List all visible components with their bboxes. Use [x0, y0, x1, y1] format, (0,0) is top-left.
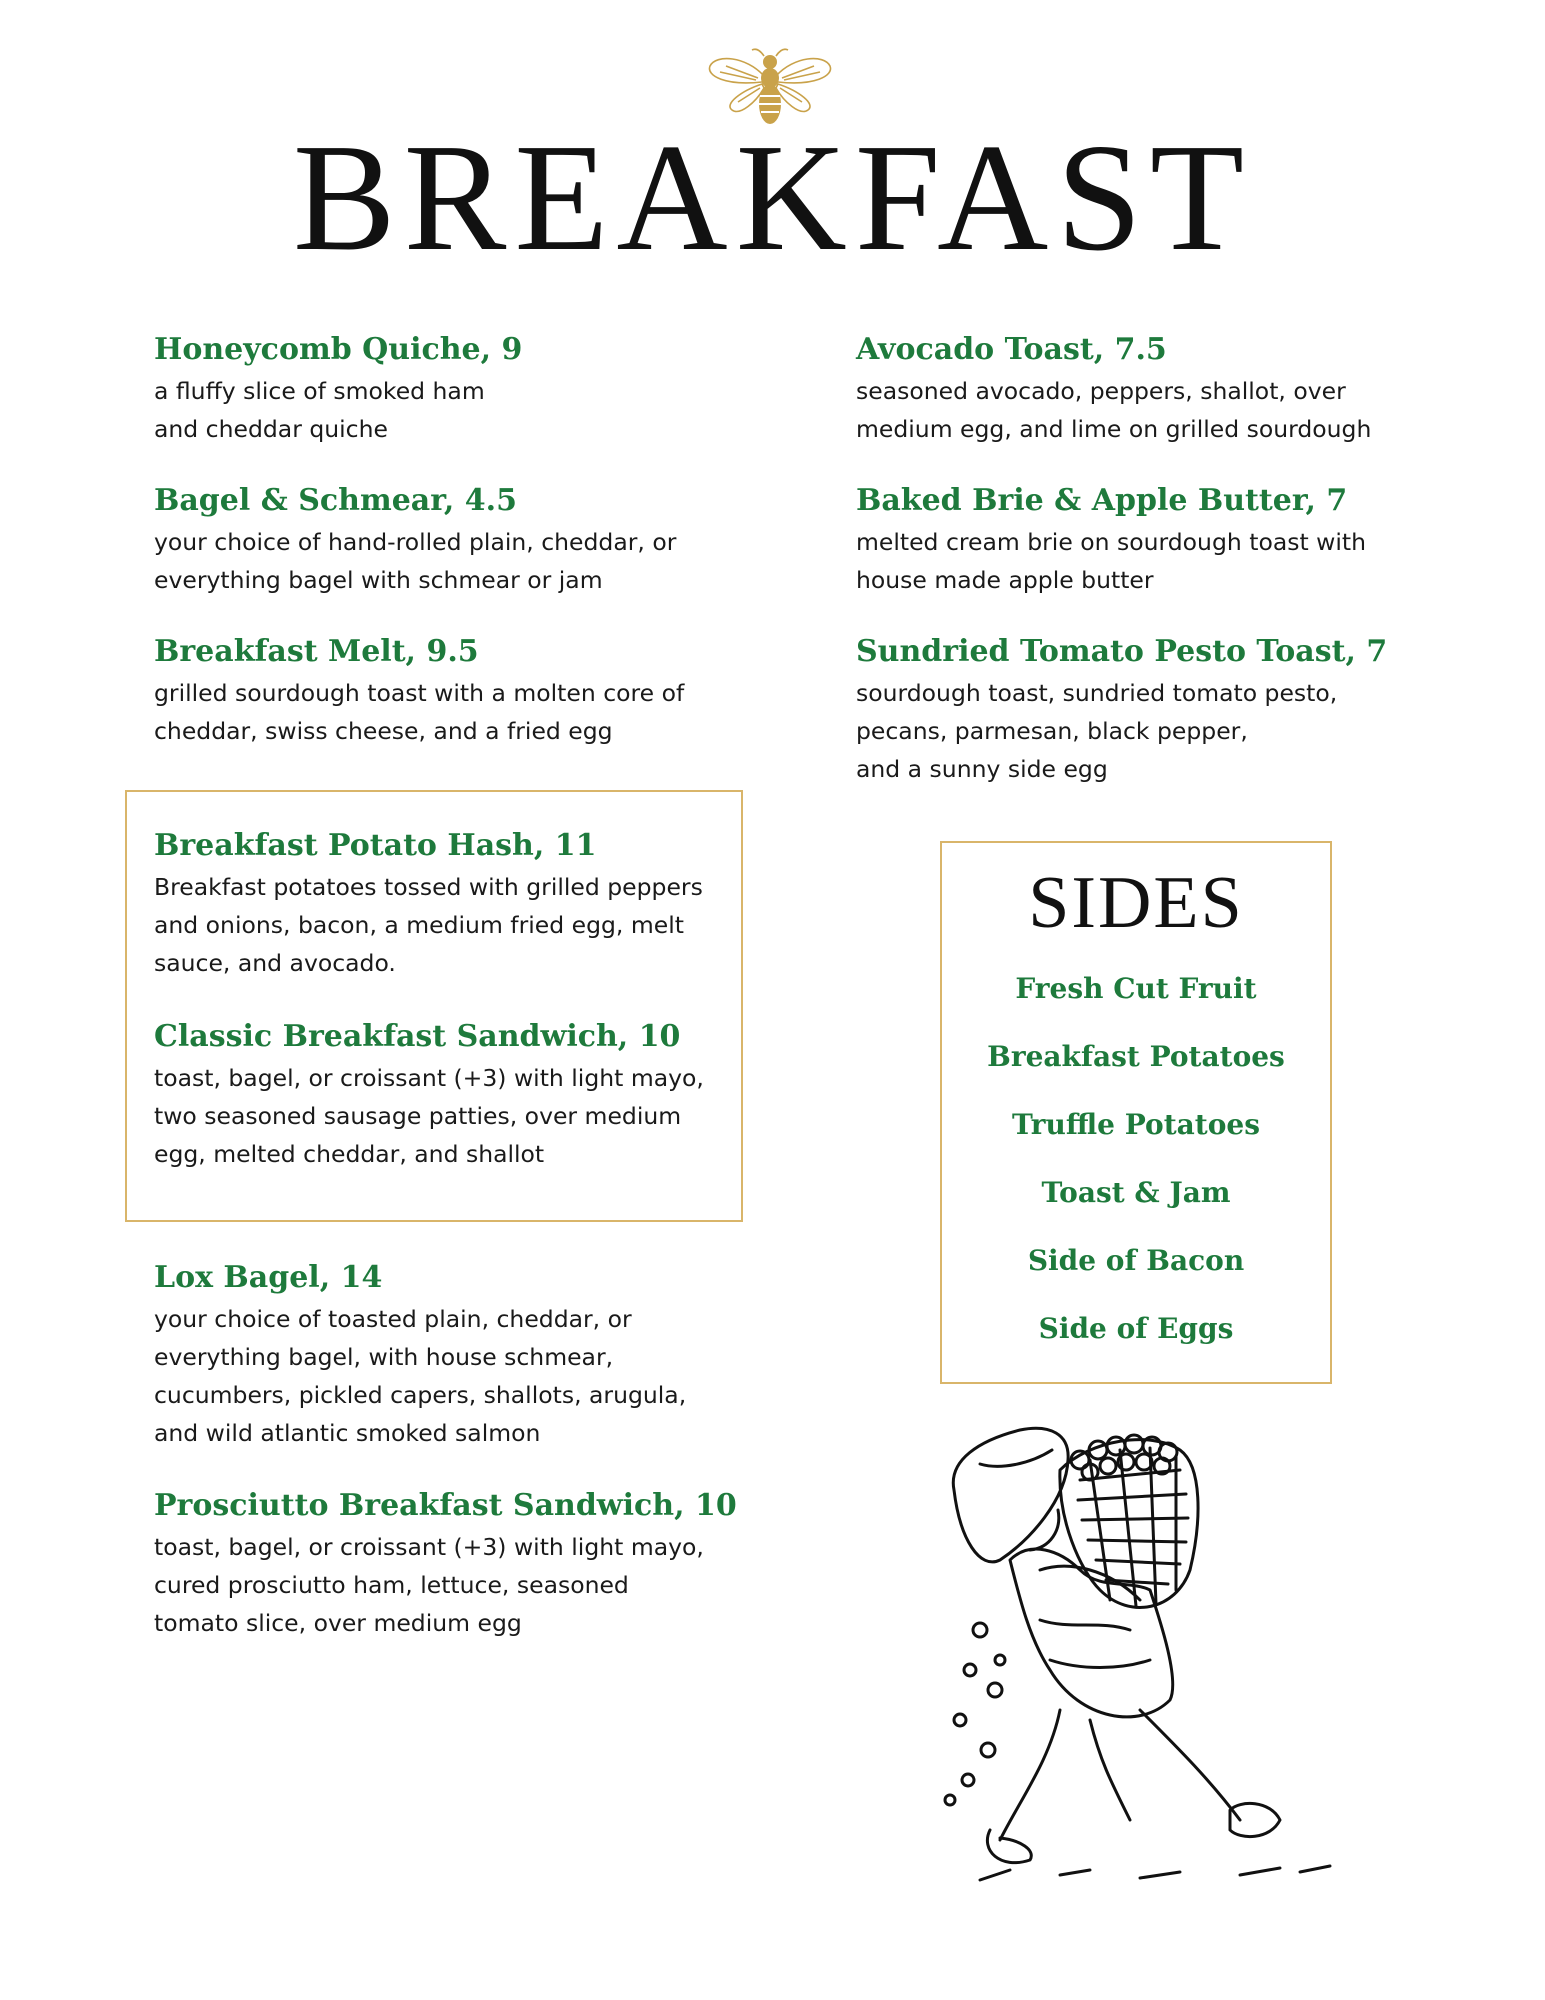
menu-item-name: Lox Bagel, 14: [154, 1260, 383, 1295]
menu-item: [856, 632, 1387, 788]
side-item: Fresh Cut Fruit: [1015, 972, 1257, 1005]
menu-item-description: a fluffy slice of smoked ham and cheddar quiche: [154, 377, 485, 443]
menu-item-name: Honeycomb Quiche, 9: [154, 332, 523, 367]
menu-item-name: Breakfast Potato Hash, 11: [154, 828, 597, 863]
side-item: Side of Eggs: [1038, 1312, 1234, 1345]
menu-item: [154, 826, 703, 982]
menu-item-description: toast, bagel, or croissant (+3) with light mayo, cured prosciutto ham, lettuce, seasoned tomato slice, over medium egg: [154, 1533, 704, 1637]
menu-item-description: Breakfast potatoes tossed with grilled peppers and onions, bacon, a medium fried egg, melt sauce, and avocado.: [154, 873, 703, 977]
side-item: Toast & Jam: [1041, 1176, 1231, 1209]
side-item: Side of Bacon: [1027, 1244, 1245, 1277]
farmer-basket-illustration: [940, 1420, 1360, 1890]
menu-item: [154, 632, 684, 750]
menu-item: [154, 1258, 686, 1452]
menu-item: [154, 330, 522, 448]
menu-item-name: Baked Brie & Apple Butter, 7: [856, 483, 1348, 518]
menu-item-name: Breakfast Melt, 9.5: [154, 634, 479, 669]
menu-item-name: Prosciutto Breakfast Sandwich, 10: [154, 1488, 737, 1523]
side-item: Breakfast Potatoes: [987, 1040, 1285, 1073]
menu-item-description: seasoned avocado, peppers, shallot, over medium egg, and lime on grilled sourdough: [856, 377, 1372, 443]
menu-item-name: Classic Breakfast Sandwich, 10: [154, 1019, 681, 1054]
menu-item-description: toast, bagel, or croissant (+3) with light mayo, two seasoned sausage patties, over medium egg, melted cheddar, and shallot: [154, 1064, 704, 1168]
menu-item-name: Sundried Tomato Pesto Toast, 7: [856, 634, 1388, 669]
menu-item: [856, 481, 1366, 599]
sides-box: [940, 841, 1332, 1384]
menu-item-name: Bagel & Schmear, 4.5: [154, 483, 517, 518]
menu-item-name: Avocado Toast, 7.5: [856, 332, 1167, 367]
menu-item: [154, 1486, 737, 1642]
side-item: Truffle Potatoes: [1012, 1108, 1260, 1141]
menu-item-description: your choice of toasted plain, cheddar, or everything bagel, with house schmear, cucumbers, pickled capers, shallots, arugula, and wild atlantic smoked salmon: [154, 1305, 687, 1447]
menu-item-description: melted cream brie on sourdough toast with house made apple butter: [856, 528, 1367, 594]
menu-item: [154, 481, 676, 599]
menu-item-description: sourdough toast, sundried tomato pesto, pecans, parmesan, black pepper, and a sunny side egg: [856, 679, 1338, 783]
menu-item: [856, 330, 1371, 448]
menu-item-description: grilled sourdough toast with a molten core of cheddar, swiss cheese, and a fried egg: [154, 679, 685, 745]
menu-item-description: your choice of hand-rolled plain, cheddar, or everything bagel with schmear or jam: [154, 528, 677, 594]
page-title: BREAKFAST: [292, 113, 1253, 283]
menu-item: [154, 1017, 704, 1173]
sides-title: SIDES: [1028, 862, 1244, 944]
